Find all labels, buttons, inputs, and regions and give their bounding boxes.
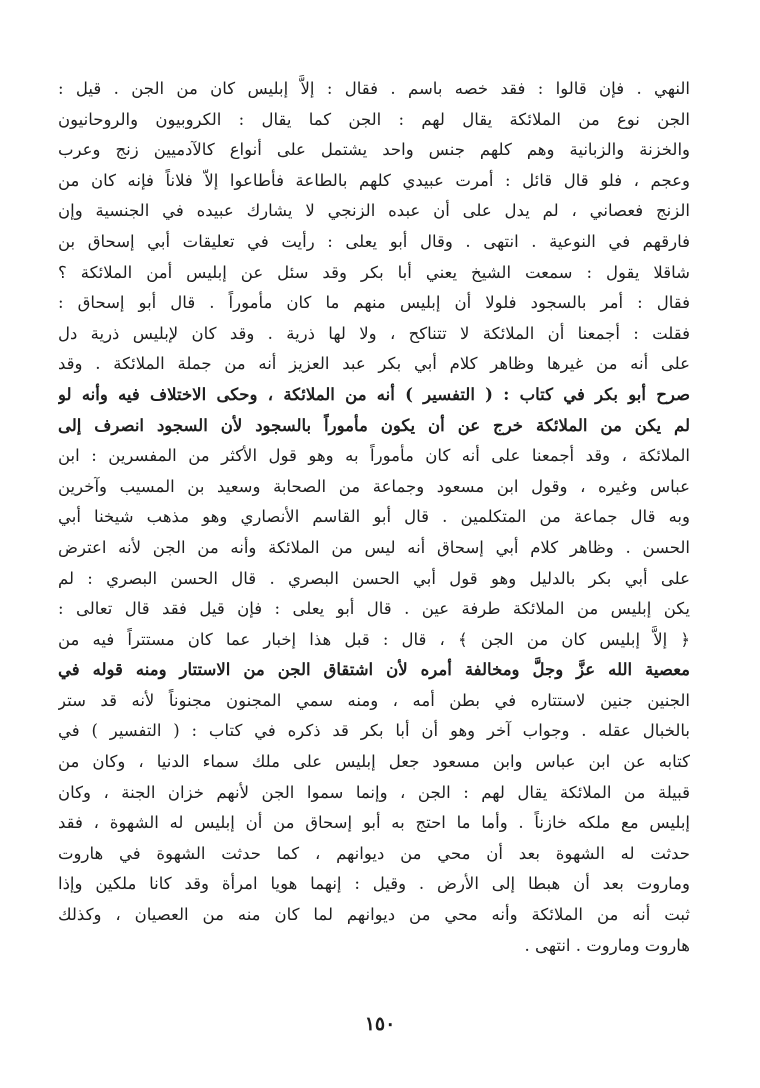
text-line: شاقلا يقول : سمعت الشيخ يعني أبا بكر وقد سئل عن إبليس أمن الملائكة ؟ <box>58 262 690 282</box>
text-line: وبه قال جماعة من المتكلمين . قال أبو القاسم الأنصاري وهو مذهب شيخنا أبي <box>58 507 690 527</box>
text-line: كتابه عن ابن عباس وابن مسعود جعل إبليس على ملك سماء الدنيا ، وكان من <box>58 752 690 772</box>
text-line: عباس وغيره ، وقول ابن مسعود وجماعة من الصحابة وسعيد بن المسيب وآخرين <box>58 476 690 496</box>
text-line: على أبي بكر بالدليل وهو قول أبي الحسن البصري . قال الحسن البصري : لم <box>58 568 690 588</box>
text-line: بالخبال عقله . وجواب آخر وهو أن أبا بكر قد ذكره في كتاب : ( التفسير ) في <box>58 721 690 741</box>
text-line: فقلت : أجمعنا أن الملائكة لا تتناكح ، ولا لها ذرية . وقد كان لإبليس ذرية دل <box>58 323 690 343</box>
text-line: هاروت وماروت . انتهى . <box>524 935 690 955</box>
text-line: على أنه من غيرها وظاهر كلام أبي بكر عبد العزيز أنه من جملة الملائكة . وقد <box>58 354 690 374</box>
text-line: حدثت له الشهوة بعد أن محي من ديوانهم ، كما حدثت الشهوة في هاروت <box>58 843 690 863</box>
page-number: ١٥٠ <box>364 1013 396 1035</box>
text-line: قبيلة من الملائكة يقال لهم : الجن ، وإنما سموا الجن لأنهم خزان الجنة ، وكان <box>58 782 690 802</box>
text-line: فارقهم في النوعية . انتهى . وقال أبو يعلى : رأيت في تعليقات أبي إسحاق بن <box>58 231 690 251</box>
text-line: صرح أبو بكر في كتاب : ( التفسير ) أنه من الملائكة ، وحكى الاختلاف فيه وأنه لو <box>58 384 690 404</box>
text-line: وماروت بعد أن هبطا إلى الأرض . وقيل : إنهما هويا امرأة وقد كانا ملكين وإذا <box>58 874 690 894</box>
text-line: إبليس مع ملكه خازناً . وأما ما احتج به أبو إسحاق من أن إبليس له الشهوة ، فقد <box>58 813 690 833</box>
text-line: النهي . فإن قالوا : فقد خصه باسم . فقال : إلاَّ إبليس كان من الجن . قيل : <box>58 79 690 98</box>
text-line: يكن إبليس من الملائكة طرفة عين . قال أبو يعلى : فإن قيل فقد قال تعالى : <box>58 599 690 619</box>
text-line: ﴿ إلاَّ إبليس كان من الجن ﴾ ، قال : قبل هذا إخبار عما كان مستتراً فيه من <box>58 629 690 649</box>
text-line: الجنين جنين لاستتاره في بطن أمه ، ومنه سمي المجنون مجنوناً لأنه قد ستر <box>58 690 690 710</box>
text-line: الحسن . وظاهر كلام أبي إسحاق أنه ليس من الملائكة وأنه من الجن لأنه اعترض <box>58 537 690 557</box>
text-line: والخزنة والزبانية وهم كلهم جنس واحد يشتمل على أنواع كالآدميين زنج وعرب <box>58 140 690 160</box>
text-line: فقال : أمر بالسجود فلولا أن إبليس منهم ما كان مأموراً . قال أبو إسحاق : <box>58 293 690 313</box>
text-line: لم يكن من الملائكة خرج عن أن يكون مأموراً بالسجود لأن السجود انصرف إلى <box>58 415 690 435</box>
body-text <box>58 74 690 961</box>
text-line: وعجم ، فلو قال قائل : أمرت عبيدي كلهم بالطاعة فأطاعوا إلاّ فلاناً فإنه كان من <box>58 170 690 190</box>
text-line: الزنج فعصاني ، لم يدل على أن عبده الزنجي لا يشارك عبيده في الجنسية وإن <box>58 201 690 221</box>
text-line: معصية الله عزَّ وجلَّ ومخالفة أمره لأن اشتقاق الجن من الاستتار ومنه قوله في <box>58 660 690 680</box>
text-line: الجن نوع من الملائكة يقال لهم : الجن كما يقال : الكروبيون والروحانيون <box>58 109 690 129</box>
text-line: ثبت أنه من الملائكة وأنه محي من ديوانهم لما كان منه من العصيان ، وكذلك <box>58 905 690 925</box>
text-line: الملائكة ، وقد أجمعنا على أنه كان مأموراً به وهو قول الأكثر من المفسرين : ابن <box>58 446 690 466</box>
